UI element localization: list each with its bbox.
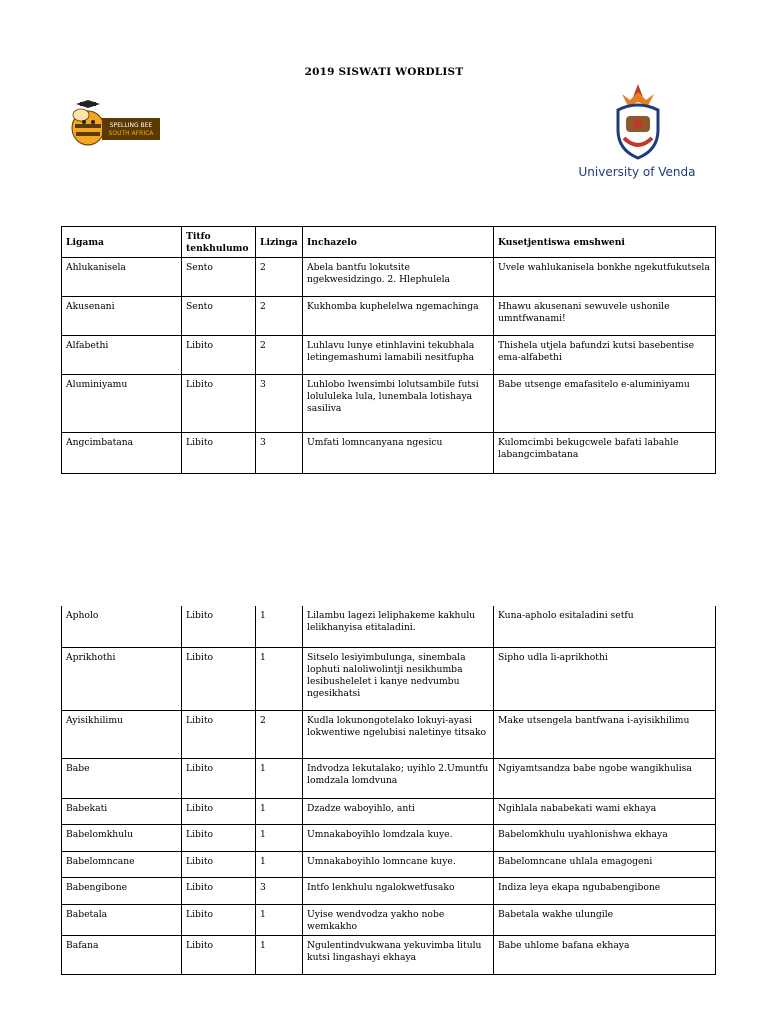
cell-sentence: Hhawu akusenani sewuvele ushonile umntfwanami! bbox=[494, 297, 716, 336]
cell-part-of-speech: Libito bbox=[182, 433, 256, 474]
cell-word: Angcimbatana bbox=[62, 433, 182, 474]
cell-word: Apholo bbox=[62, 606, 182, 647]
cell-word: Babelomncane bbox=[62, 851, 182, 877]
cell-meaning: Kukhomba kuphelelwa ngemachinga bbox=[303, 297, 494, 336]
table-row bbox=[62, 904, 716, 935]
cell-part-of-speech: Libito bbox=[182, 935, 256, 974]
cell-level: 2 bbox=[256, 258, 303, 297]
table-row bbox=[62, 433, 716, 474]
cell-level: 1 bbox=[256, 935, 303, 974]
cell-level: 2 bbox=[256, 710, 303, 758]
cell-meaning: Kudla lokunongotelako lokuyi-ayasi lokwentiwe ngelubisi naletinye titsako bbox=[303, 710, 494, 758]
cell-sentence: Sipho udla li-aprikhothi bbox=[494, 647, 716, 710]
header-ligama: Ligama bbox=[62, 227, 182, 258]
cell-level: 1 bbox=[256, 798, 303, 824]
cell-sentence: Indiza leya ekapa ngubabengibone bbox=[494, 877, 716, 904]
cell-word: Babetala bbox=[62, 904, 182, 935]
table-row bbox=[62, 758, 716, 798]
table-row bbox=[62, 851, 716, 877]
cell-part-of-speech: Libito bbox=[182, 851, 256, 877]
cell-sentence: Babe uhlome bafana ekhaya bbox=[494, 935, 716, 974]
header-inchazelo: Inchazelo bbox=[303, 227, 494, 258]
header-titfo: Titfo tenkhulumo bbox=[182, 227, 256, 258]
table-row bbox=[62, 935, 716, 974]
table-row bbox=[62, 606, 716, 647]
table-row bbox=[62, 258, 716, 297]
cell-meaning: Umnakaboyihlo lomncane kuye. bbox=[303, 851, 494, 877]
cell-sentence: Babetala wakhe ulungile bbox=[494, 904, 716, 935]
logo-text-line2: SOUTH AFRICA bbox=[108, 130, 154, 137]
cell-sentence: Babelomncane uhlala emagogeni bbox=[494, 851, 716, 877]
cell-word: Ahlukanisela bbox=[62, 258, 182, 297]
table-row bbox=[62, 297, 716, 336]
cell-meaning: Uyise wendvodza yakho nobe wemkakho bbox=[303, 904, 494, 935]
table-row bbox=[62, 824, 716, 851]
spelling-bee-logo bbox=[66, 100, 166, 150]
cell-word: Akusenani bbox=[62, 297, 182, 336]
bee-icon bbox=[66, 100, 166, 150]
cell-meaning: Dzadze waboyihlo, anti bbox=[303, 798, 494, 824]
cell-sentence: Ngiyamtsandza babe ngobe wangikhulisa bbox=[494, 758, 716, 798]
cell-part-of-speech: Libito bbox=[182, 647, 256, 710]
table-row bbox=[62, 877, 716, 904]
cell-level: 1 bbox=[256, 851, 303, 877]
cell-meaning: Abela bantfu lokutsite ngekwesidzingo. 2. Hlephulela bbox=[303, 258, 494, 297]
cell-part-of-speech: Libito bbox=[182, 798, 256, 824]
header-lizinga: Lizinga bbox=[256, 227, 303, 258]
university-name: University of Venda bbox=[578, 165, 696, 179]
cell-meaning: Luhlobo lwensimbi lolutsambile futsi lolululeka lula, lunembala lotishaya sasiliva bbox=[303, 375, 494, 433]
cell-meaning: Ngulentindvukwana yekuvimba litulu kutsi lingashayi ekhaya bbox=[303, 935, 494, 974]
cell-sentence: Ngihlala nababekati wami ekhaya bbox=[494, 798, 716, 824]
crest-icon bbox=[592, 82, 684, 164]
cell-sentence: Uvele wahlukanisela bonkhe ngekutfukutsela bbox=[494, 258, 716, 297]
cell-level: 2 bbox=[256, 336, 303, 375]
cell-level: 3 bbox=[256, 375, 303, 433]
cell-sentence: Babelomkhulu uyahlonishwa ekhaya bbox=[494, 824, 716, 851]
wordlist-table-1 bbox=[61, 226, 716, 474]
table-row bbox=[62, 710, 716, 758]
cell-meaning: Luhlavu lunye etinhlavini tekubhala letingemashumi lamabili nesitfupha bbox=[303, 336, 494, 375]
cell-level: 1 bbox=[256, 647, 303, 710]
cell-part-of-speech: Libito bbox=[182, 336, 256, 375]
cell-meaning: Umnakaboyihlo lomdzala kuye. bbox=[303, 824, 494, 851]
cell-level: 2 bbox=[256, 297, 303, 336]
cell-sentence: Make utsengela bantfwana i-ayisikhilimu bbox=[494, 710, 716, 758]
cell-word: Babelomkhulu bbox=[62, 824, 182, 851]
cell-word: Alfabethi bbox=[62, 336, 182, 375]
cell-meaning: Lilambu lagezi leliphakeme kakhulu lelikhanyisa etitaladini. bbox=[303, 606, 494, 647]
cell-part-of-speech: Libito bbox=[182, 710, 256, 758]
cell-word: Aluminiyamu bbox=[62, 375, 182, 433]
cell-meaning: Indvodza lekutalako; uyihlo 2.Umuntfu lomdzala lomdvuna bbox=[303, 758, 494, 798]
cell-part-of-speech: Libito bbox=[182, 824, 256, 851]
cell-part-of-speech: Libito bbox=[182, 606, 256, 647]
table-row bbox=[62, 647, 716, 710]
cell-level: 3 bbox=[256, 433, 303, 474]
cell-level: 1 bbox=[256, 904, 303, 935]
cell-part-of-speech: Sento bbox=[182, 258, 256, 297]
header-kusetjentiswa: Kusetjentiswa emshweni bbox=[494, 227, 716, 258]
cell-sentence: Babe utsenge emafasitelo e-aluminiyamu bbox=[494, 375, 716, 433]
table-row bbox=[62, 798, 716, 824]
cell-word: Babengibone bbox=[62, 877, 182, 904]
cell-meaning: Intfo lenkhulu ngalokwetfusako bbox=[303, 877, 494, 904]
cell-part-of-speech: Libito bbox=[182, 904, 256, 935]
table-header-row bbox=[62, 227, 716, 258]
wordlist-table-2 bbox=[61, 606, 716, 975]
cell-part-of-speech: Sento bbox=[182, 297, 256, 336]
cell-word: Babekati bbox=[62, 798, 182, 824]
cell-sentence: Thishela utjela bafundzi kutsi basebentise ema-alfabethi bbox=[494, 336, 716, 375]
cell-level: 1 bbox=[256, 824, 303, 851]
document-title: 2019 SISWATI WORDLIST bbox=[304, 66, 464, 78]
cell-level: 3 bbox=[256, 877, 303, 904]
cell-level: 1 bbox=[256, 758, 303, 798]
cell-word: Babe bbox=[62, 758, 182, 798]
cell-sentence: Kuna-apholo esitaladini setfu bbox=[494, 606, 716, 647]
cell-word: Ayisikhilimu bbox=[62, 710, 182, 758]
cell-level: 1 bbox=[256, 606, 303, 647]
cell-word: Bafana bbox=[62, 935, 182, 974]
cell-meaning: Sitselo lesiyimbulunga, sinembala lophuti naloliwolintji nesikhumba lesibushelelet i kanye nedvumbu ngesikhatsi bbox=[303, 647, 494, 710]
table-row bbox=[62, 336, 716, 375]
cell-part-of-speech: Libito bbox=[182, 877, 256, 904]
table-row bbox=[62, 375, 716, 433]
cell-part-of-speech: Libito bbox=[182, 375, 256, 433]
cell-meaning: Umfati lomncanyana ngesicu bbox=[303, 433, 494, 474]
cell-sentence: Kulomcimbi bekugcwele bafati labahle labangcimbatana bbox=[494, 433, 716, 474]
cell-part-of-speech: Libito bbox=[182, 758, 256, 798]
cell-word: Aprikhothi bbox=[62, 647, 182, 710]
logo-text-line1: SPELLING BEE bbox=[109, 122, 153, 129]
